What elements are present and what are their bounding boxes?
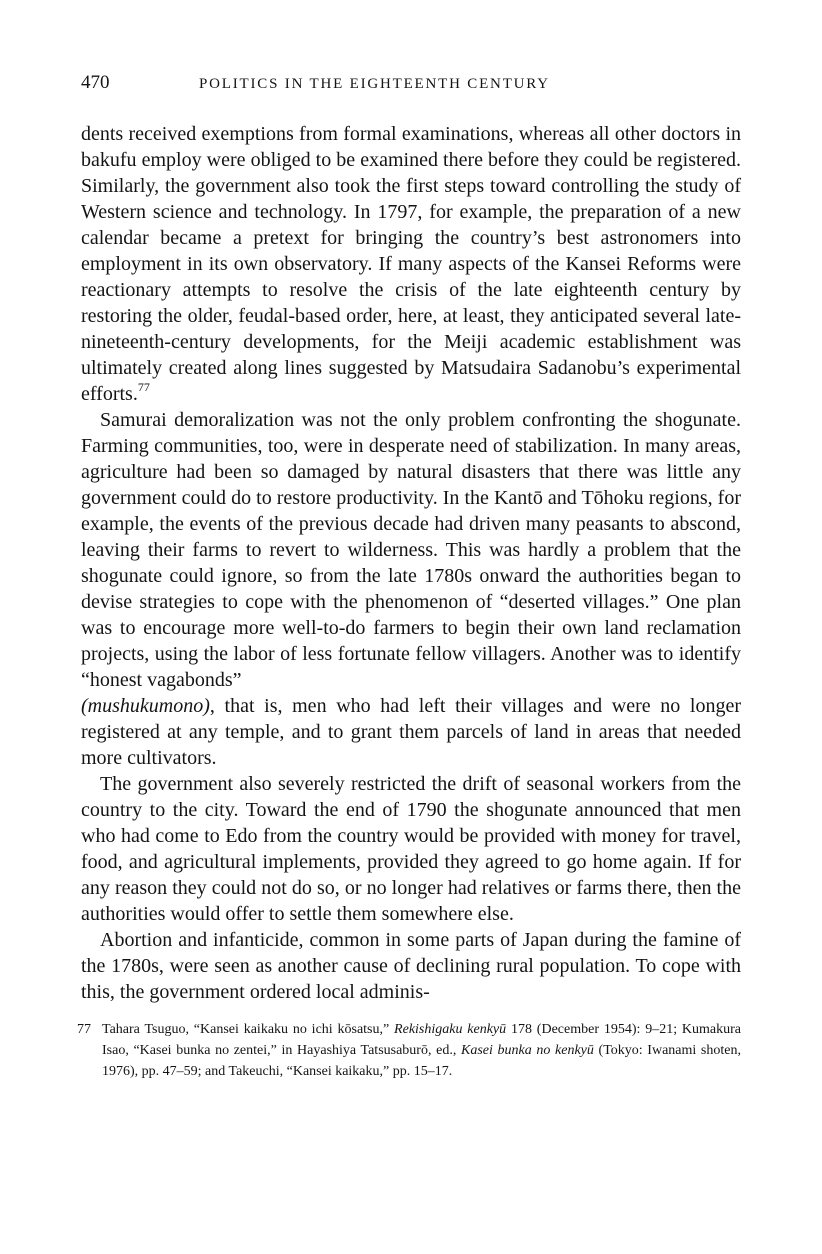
paragraph-1-text: dents received exemptions from formal examinations, whereas all other doctors in bakufu employ were obliged to be examined there before they could be registered. Similarly, the government also took the first steps toward controlling the study of Western science and technology. In 1797, for example, the preparation of a new calendar became a pretext for bringing the country’s best astronomers into employment in its own observatory. If many aspects of the Kansei Reforms were reactionary attempts to resolve the crisis of the late eighteenth century by restoring the older, feudal-based order, here, at least, they anticipated several late-nineteenth-century developments, for the Meiji academic establishment was ultimately created along lines suggested by Matsudaira Sadanobu’s experimental efforts.: [81, 123, 741, 405]
footnote-reference-77[interactable]: 77: [137, 380, 150, 394]
footnote-book-title: Kasei bunka no kenkyū: [460, 1043, 594, 1058]
book-page: [77, 72, 741, 1082]
footnote-journal-title: Rekishigaku kenkyū: [394, 1022, 507, 1037]
footnote-text-b: 178 (December 1954): 9–21; Kumakura Isao, “Kasei bunka no zentei,” in Hayashiya Tatsusaburō, ed.,: [102, 1022, 741, 1058]
paragraph-2-end: , that is, men who had left their villages and were no longer registered at any temple, and to grant them parcels of land in areas that needed more cultivators.: [81, 695, 741, 769]
footnote-77: [77, 1019, 741, 1082]
page-number: 470: [81, 72, 110, 93]
paragraph-1: [81, 121, 741, 407]
italic-term-mushukumono: (mushukumono): [81, 695, 210, 717]
footnote-text-c: (Tokyo: Iwanami shoten, 1976), pp. 47–59; and Takeuchi, “Kansei kaikaku,” pp. 15–17.: [102, 1043, 741, 1079]
body-text: [81, 121, 741, 1005]
paragraph-2-text: Samurai demoralization was not the only problem confronting the shogunate. Farming communities, too, were in desperate need of stabilization. In many areas, agriculture had been so damaged by natural disasters that there was little any government could do to restore productivity. In the Kantō and Tōhoku regions, for example, the events of the previous decade had driven many peasants to abscond, leaving their farms to revert to wilderness. This was hardly a problem that the shogunate could ignore, so from the late 1780s onward the authorities began to devise strategies to cope with the phenomenon of “deserted villages.” One plan was to encourage more well-to-do farmers to begin their own land reclamation projects, using the labor of less fortunate fellow villagers. Another was to identify “honest vagabonds”: [81, 409, 741, 691]
paragraph-4: Abortion and infanticide, common in some parts of Japan during the famine of the 1780s, were seen as another cause of declining rural population. To cope with this, the government ordered local adminis-: [81, 929, 741, 1003]
running-title: POLITICS IN THE EIGHTEENTH CENTURY: [199, 76, 550, 92]
paragraph-3: The government also severely restricted the drift of seasonal workers from the country to the city. Toward the end of 1790 the shogunate announced that men who had come to Edo from the country would be provided with money for travel, food, and agricultural implements, provided they agreed to go home again. If for any reason they could not do so, or no longer had relatives or farms there, then the authorities would offer to settle them somewhere else.: [81, 773, 741, 925]
footnote-number: 77: [77, 1022, 91, 1037]
paragraph-2: [81, 407, 741, 771]
footnote-text-a: Tahara Tsuguo, “Kansei kaikaku no ichi kōsatsu,”: [102, 1022, 395, 1037]
running-head: [81, 72, 741, 100]
